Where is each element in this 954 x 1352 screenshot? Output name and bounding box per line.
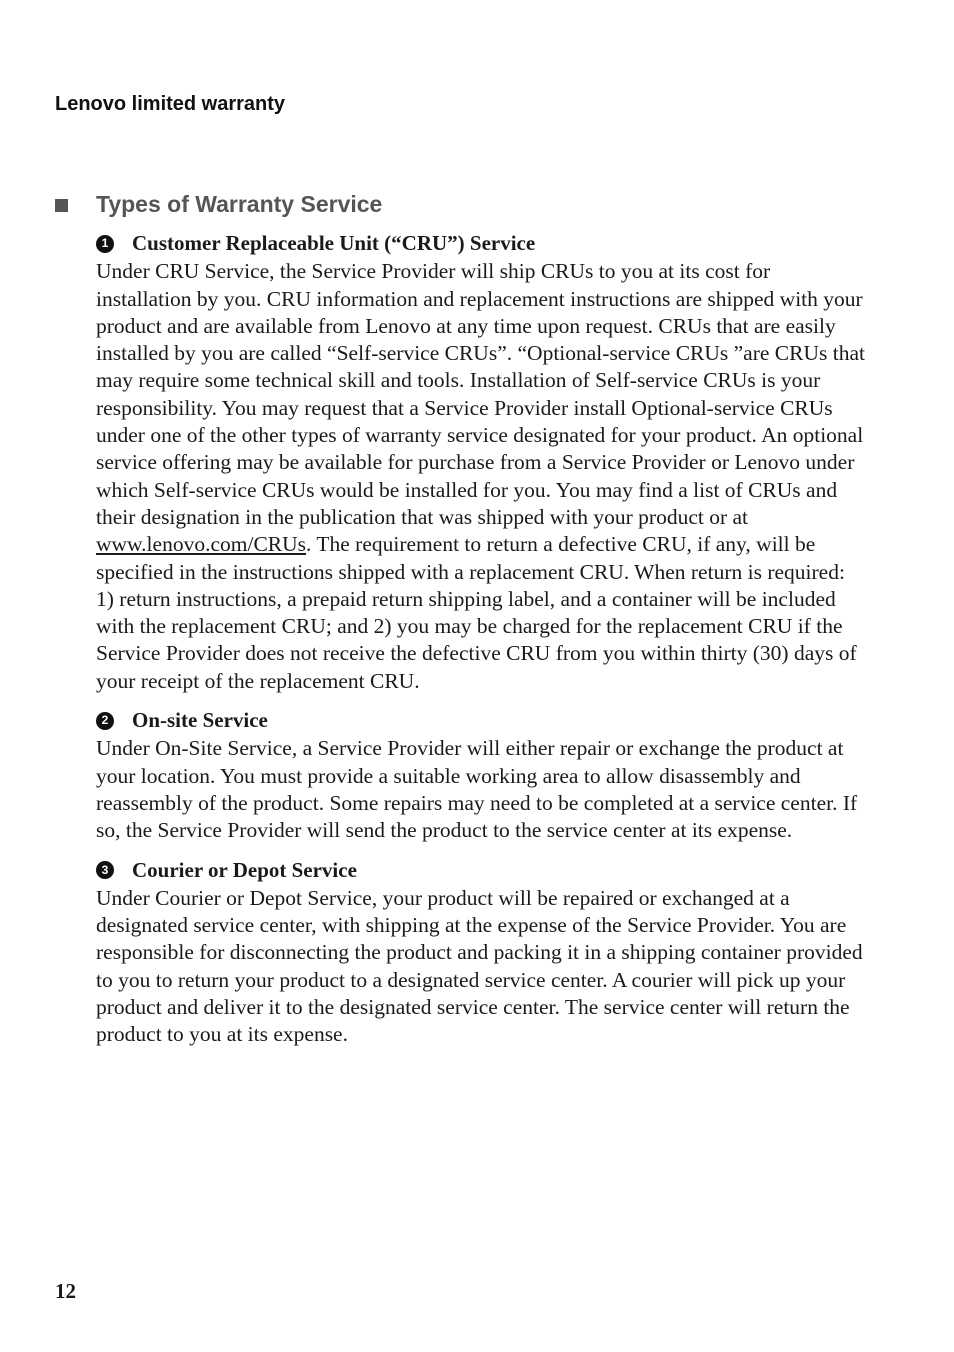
item-title-text: Courier or Depot Service <box>132 857 357 882</box>
item-title-text: Customer Replaceable Unit (“CRU”) Service <box>132 231 536 255</box>
item-body: Under On-Site Service, a Service Provider will either repair or exchange the product at your location. You must provide a suitable working area to allow disassembly and reassembly of the product. Some repairs may need to be completed at a service center. If so, the Service Provider will send the product to the service center at its expense. <box>96 736 858 843</box>
number-circle-icon: 3 <box>96 861 114 879</box>
square-bullet-icon <box>55 199 68 212</box>
warranty-service-list <box>96 230 866 1061</box>
page-number: 12 <box>55 1279 76 1303</box>
item-title <box>96 857 866 884</box>
body-text: . The requirement to return a defective CRU, if any, will be specified in the instructions shipped with a replacement CRU. When return is required: 1) return instructions, a prepaid return shipping label, and a container will be included with the replacement CRU; and 2) you may be charged for the replacement CRU if the Service Provider does not receive the defective CRU from you within thirty (30) days of your receipt of the replacement CRU. <box>96 532 857 693</box>
number-circle-icon: 1 <box>96 235 114 253</box>
item-title <box>96 707 866 734</box>
running-header: Lenovo limited warranty <box>55 93 286 115</box>
section-heading <box>55 191 382 218</box>
list-item-cru-service <box>96 230 866 695</box>
item-body: Under Courier or Depot Service, your product will be repaired or exchanged at a designated service center, with shipping at the expense of the Service Provider. You are responsible for disconnecting the product and packing it in a shipping container provided to you to return your product to a designated service center. A courier will pick up your product and deliver it to the designated service center. The service center will return the product to you at its expense. <box>96 885 863 1047</box>
section-title: Types of Warranty Service <box>96 191 383 217</box>
body-text: Under CRU Service, the Service Provider will ship CRUs to you at its cost for installation by you. CRU information and replacement instructions are shipped with your product and are available from Lenovo at any time upon request. CRUs that are easily installed by you are called “Self-service CRUs”. “Optional-service CRUs ”are CRUs that may require some technical skill and tools. Installation of Self-service CRUs is your responsibility. You may request that a Service Provider install Optional-service CRUs under one of the other types of warranty service designated for your product. An optional service offering may be available for purchase from a Service Provider or Lenovo under which Self-service CRUs would be installed for you. You may find a list of CRUs and their designation in the publication that was shipped with your product or at <box>96 259 865 529</box>
list-item-onsite-service <box>96 707 866 844</box>
list-item-courier-depot-service <box>96 857 866 1049</box>
item-title-text: On-site Service <box>132 708 268 733</box>
cru-link[interactable]: www.lenovo.com/CRUs <box>96 532 307 557</box>
item-body <box>96 258 866 695</box>
number-circle-icon: 2 <box>96 712 114 730</box>
item-title <box>96 230 866 257</box>
